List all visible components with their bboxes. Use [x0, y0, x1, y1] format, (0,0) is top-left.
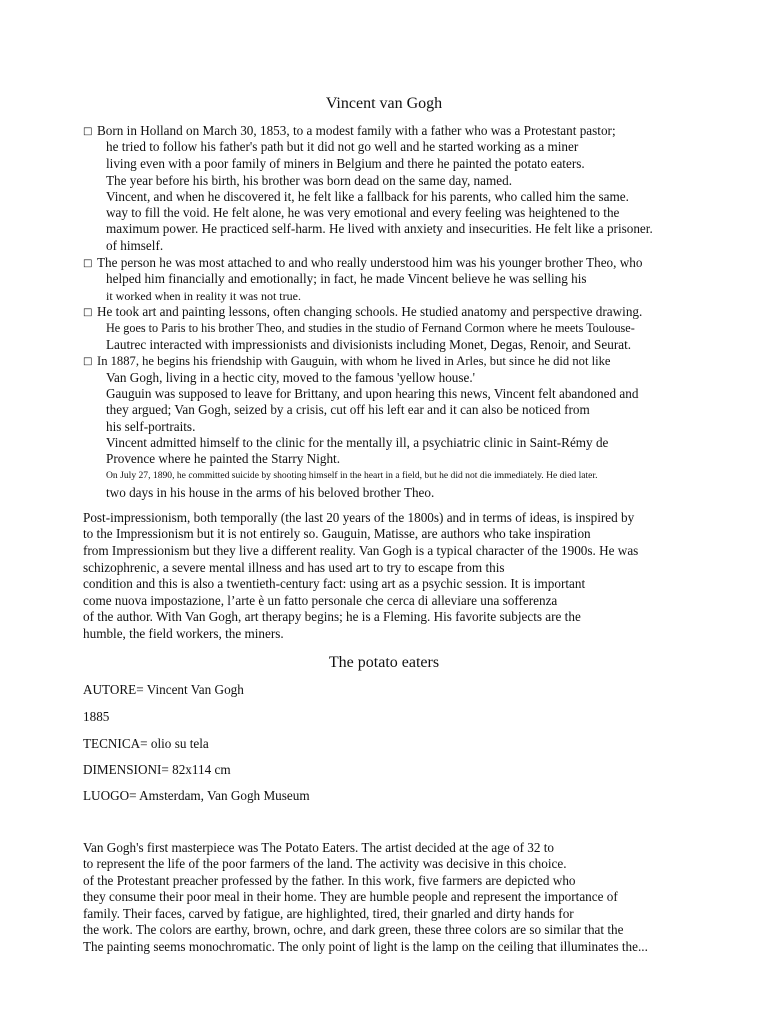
paragraph-line: humble, the field workers, the miners.: [83, 626, 284, 641]
section-title: The potato eaters: [328, 654, 440, 671]
bullet-icon: □: [83, 356, 93, 367]
detail-location: LUOGO= Amsterdam, Van Gogh Museum: [83, 788, 310, 803]
paragraph-line: to the Impressionism but it is not entirely so. Gauguin, Matisse, are authors who take inspiration: [83, 526, 591, 541]
paragraph-line: family. Their faces, carved by fatigue, are highlighted, tired, their gnarled and dirty hands for: [83, 906, 574, 921]
paragraph-line: the work. The colors are earthy, brown, ochre, and dark green, these three colors are so similar that the: [83, 922, 624, 937]
paragraph-line: Van Gogh's first masterpiece was The Potato Eaters. The artist decided at the age of 32 to: [83, 840, 555, 855]
bullet-2-line: helped him financially and emotionally; in fact, he made Vincent believe he was selling his: [106, 271, 587, 286]
paragraph-line: from Impressionism but they live a different reality. Van Gogh is a typical character of the 1900s. He was: [83, 543, 639, 558]
bullet-3-line: He goes to Paris to his brother Theo, and studies in the studio of Fernand Cormon where he meets Toulouse-: [106, 321, 635, 335]
bullet-icon: □: [83, 307, 93, 318]
bullet-4-line: In 1887, he begins his friendship with Gauguin, with whom he lived in Arles, but since he did not like: [97, 354, 611, 368]
bullet-3-line: Lautrec interacted with impressionists and divisionists including Monet, Degas, Renoir, and Seurat.: [106, 337, 632, 352]
bullet-4-line: Provence where he painted the Starry Night.: [106, 451, 341, 466]
paragraph-line: come nuova impostazione, l’arte è un fatto personale che cerca di alleviare una sofferenza: [83, 593, 558, 608]
paragraph-line: condition and this is also a twentieth-century fact: using art as a psychic session. It is important: [83, 576, 586, 591]
bullet-icon: □: [83, 126, 93, 137]
detail-year: 1885: [83, 709, 110, 724]
bullet-1-line: living even with a poor family of miners in Belgium and there he painted the potato eaters.: [106, 156, 585, 171]
detail-dimensions: DIMENSIONI= 82x114 cm: [83, 762, 231, 777]
bullet-1-line: maximum power. He practiced self-harm. He lived with anxiety and insecurities. He felt like a prisoner.: [106, 221, 653, 236]
bullet-4-line: his self-portraits.: [106, 419, 196, 434]
bullet-icon: □: [83, 258, 93, 269]
paragraph-line: of the author. With Van Gogh, art therapy begins; he is a Fleming. His favorite subjects are the: [83, 609, 581, 624]
bullet-4-line: Gauguin was supposed to leave for Brittany, and upon hearing this news, Vincent felt abandoned and: [106, 386, 639, 401]
bullet-4-line: they argued; Van Gogh, seized by a crisis, cut off his left ear and it can also be noticed from: [106, 402, 590, 417]
paragraph-line: of the Protestant preacher professed by the father. In this work, five farmers are depicted who: [83, 873, 576, 888]
bullet-1-line: of himself.: [106, 238, 164, 253]
bullet-1-line: he tried to follow his father's path but it did not go well and he started working as a miner: [106, 139, 579, 154]
bullet-4-line: Vincent admitted himself to the clinic for the mentally ill, a psychiatric clinic in Saint-Rémy de: [106, 435, 609, 450]
paragraph-line: they consume their poor meal in their home. They are humble people and represent the importance of: [83, 889, 618, 904]
bullet-2-line: The person he was most attached to and who really understood him was his younger brother Theo, who: [97, 255, 643, 270]
bullet-4-line: On July 27, 1890, he committed suicide by shooting himself in the heart in a field, but he did not die immediately. He died later.: [106, 470, 598, 481]
bullet-1-line: Vincent, and when he discovered it, he felt like a fallback for his parents, who called him the same.: [106, 189, 629, 204]
bullet-4-line: Van Gogh, living in a hectic city, moved to the famous 'yellow house.': [106, 370, 476, 385]
paragraph-line: to represent the life of the poor farmers of the land. The activity was decisive in this choice.: [83, 856, 567, 871]
paragraph-line: The painting seems monochromatic. The only point of light is the lamp on the ceiling that illuminates the...: [83, 939, 648, 954]
bullet-1-line: way to fill the void. He felt alone, he was very emotional and every feeling was heightened to the: [106, 205, 620, 220]
bullet-1-line: Born in Holland on March 30, 1853, to a modest family with a father who was a Protestant pastor;: [97, 123, 616, 138]
page-title: Vincent van Gogh: [325, 95, 443, 112]
detail-author: AUTORE= Vincent Van Gogh: [83, 682, 244, 697]
bullet-2-line: it worked when in reality it was not true.: [106, 289, 301, 303]
paragraph-line: Post-impressionism, both temporally (the last 20 years of the 1800s) and in terms of ideas, is inspired by: [83, 510, 635, 525]
detail-technique: TECNICA= olio su tela: [83, 736, 209, 751]
bullet-3-line: He took art and painting lessons, often changing schools. He studied anatomy and perspective drawing.: [97, 304, 643, 319]
bullet-4-line: two days in his house in the arms of his beloved brother Theo.: [106, 485, 435, 500]
bullet-1-line: The year before his birth, his brother was born dead on the same day, named.: [106, 173, 512, 188]
paragraph-line: schizophrenic, a severe mental illness and has used art to try to escape from this: [83, 560, 505, 575]
